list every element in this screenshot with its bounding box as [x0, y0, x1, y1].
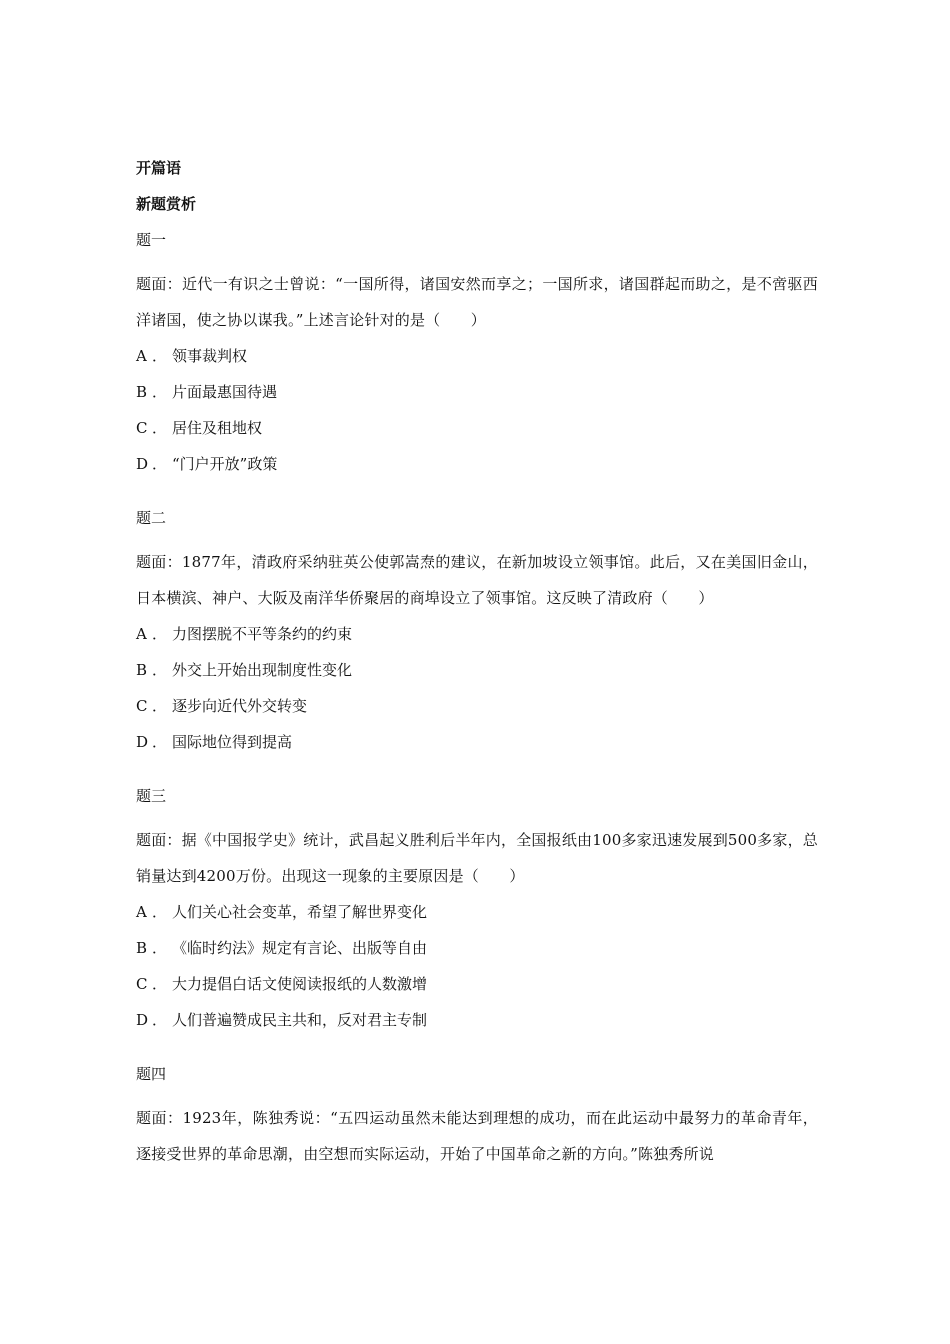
option-b: B ． 外交上开始出现制度性变化	[136, 661, 353, 679]
section-heading-new-questions: 新题赏析	[136, 195, 197, 213]
question-title: 题三	[136, 787, 167, 805]
question-3	[136, 786, 818, 1038]
question-4	[136, 1064, 818, 1172]
question-title: 题一	[136, 231, 167, 249]
option-b: B ． 片面最惠国待遇	[136, 383, 278, 401]
question-stem: 题面：1877年，清政府采纳驻英公使郭嵩焘的建议，在新加坡设立领事馆。此后，又在美国旧金山，日本横滨、神户、大阪及南洋华侨聚居的商埠设立了领事馆。这反映了清政府（ ）	[136, 553, 818, 607]
option-a: A ． 力图摆脱不平等条约的约束	[136, 625, 353, 643]
option-d: D ． 人们普遍赞成民主共和，反对君主专制	[136, 1011, 428, 1029]
spacer	[136, 1038, 818, 1064]
question-2	[136, 508, 818, 760]
option-d: D ． “门户开放”政策	[136, 455, 278, 473]
spacer	[136, 482, 818, 508]
question-stem: 题面：近代一有识之士曾说：“一国所得，诸国安然而享之；一国所求，诸国群起而助之，是不啻驱西洋诸国，使之协以谋我。”上述言论针对的是（ ）	[136, 275, 818, 329]
option-a: A ． 领事裁判权	[136, 347, 248, 365]
option-c: C ． 逐步向近代外交转变	[136, 697, 308, 715]
question-1	[136, 230, 818, 482]
question-title: 题二	[136, 509, 167, 527]
section-heading-opening: 开篇语	[136, 159, 182, 177]
option-b: B ． 《临时约法》规定有言论、出版等自由	[136, 939, 428, 957]
option-c: C ． 居住及租地权	[136, 419, 263, 437]
spacer	[136, 760, 818, 786]
question-title: 题四	[136, 1065, 167, 1083]
question-stem: 题面：1923年，陈独秀说：“五四运动虽然未能达到理想的成功，而在此运动中最努力的革命青年，逐接受世界的革命思潮，由空想而实际运动，开始了中国革命之新的方向。”陈独秀所说	[136, 1109, 818, 1163]
option-d: D ． 国际地位得到提高	[136, 733, 293, 751]
question-stem: 题面：据《中国报学史》统计，武昌起义胜利后半年内，全国报纸由100多家迅速发展到500多家，总销量达到4200万份。出现这一现象的主要原因是（ ）	[136, 831, 818, 885]
option-c: C ． 大力提倡白话文使阅读报纸的人数激增	[136, 975, 428, 993]
document-page	[136, 158, 818, 1172]
option-a: A ． 人们关心社会变革，希望了解世界变化	[136, 903, 428, 921]
